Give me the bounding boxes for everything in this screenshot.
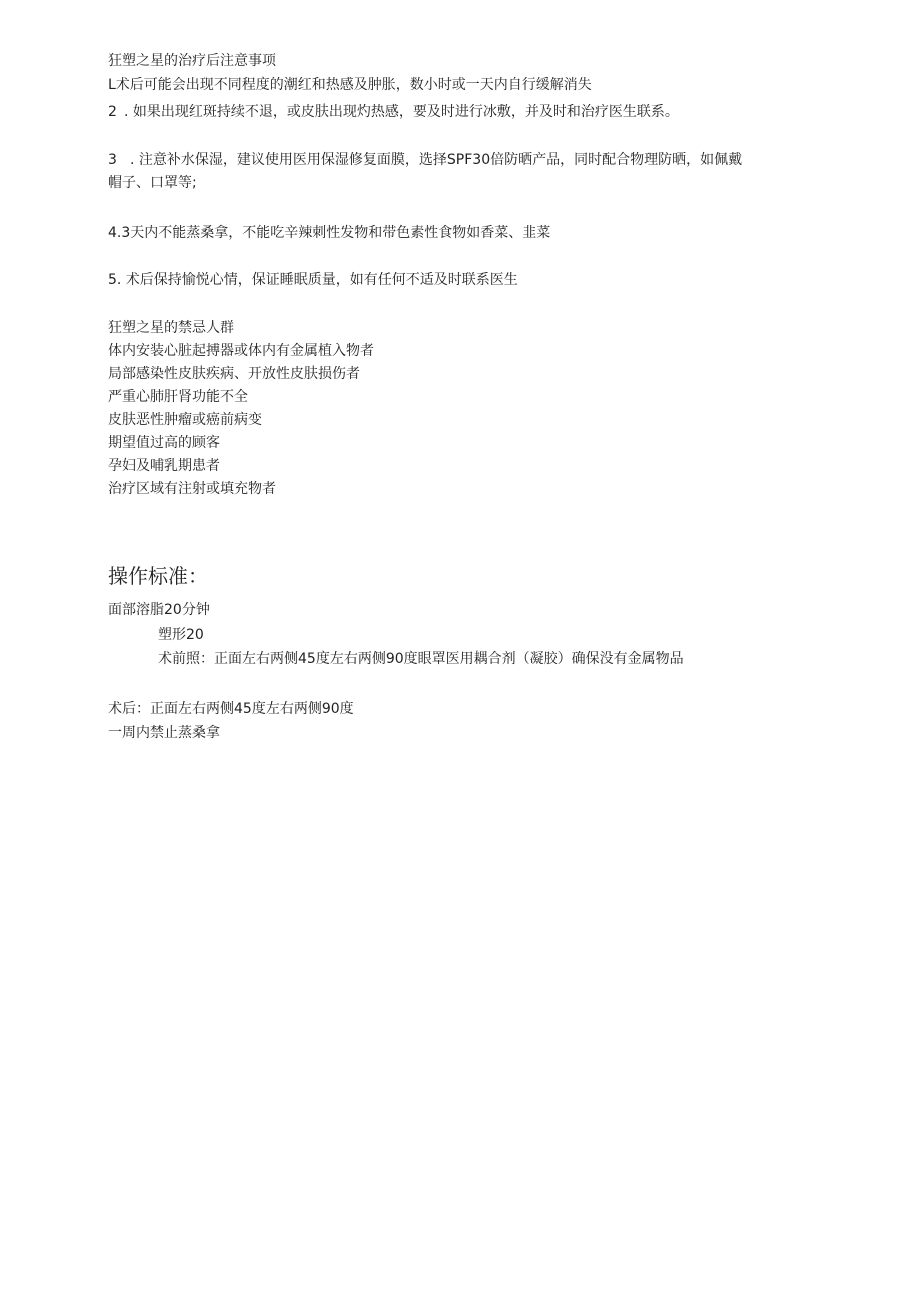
contraindication-item: 局部感染性皮肤疾病、开放性皮肤损伤者 [108, 366, 360, 382]
care-item-3-number: 3 [108, 152, 117, 168]
care-item-1: L术后可能会出现不同程度的潮红和热感及肿胀，数小时或一天内自行缓解消失 [108, 77, 592, 93]
standard-line-1: 面部溶脂20分钟 [108, 602, 210, 618]
standard-heading: 操作标准： [108, 564, 208, 588]
contraindication-item: 孕妇及哺乳期患者 [108, 458, 220, 474]
contraindication-item: 期望值过高的顾客 [108, 435, 220, 451]
standard-line-3: 术前照：正面左右两侧45度左右两侧90度眼罩医用耦合剂（凝胶）确保没有金属物品 [158, 651, 684, 667]
contraindication-item: 治疗区域有注射或填充物者 [108, 481, 276, 497]
contraindication-item: 皮肤恶性肿瘤或癌前病变 [108, 412, 262, 428]
care-item-4: 4.3天内不能蒸桑拿，不能吃辛辣刺性发物和带色素性食物如香菜、韭菜 [108, 225, 551, 241]
care-item-2 [108, 101, 679, 123]
care-title: 狂塑之星的治疗后注意事项 [108, 53, 276, 69]
care-item-2-text: . 如果出现红斑持续不退，或皮肤出现灼热感，要及时进行冰敷，并及时和治疗医生联系。 [124, 104, 679, 120]
standard-line-5: 一周内禁止蒸桑拿 [108, 725, 220, 741]
care-item-3 [108, 149, 742, 171]
contraindication-item: 严重心肺肝肾功能不全 [108, 389, 248, 405]
standard-line-4: 术后：正面左右两侧45度左右两侧90度 [108, 701, 354, 717]
care-item-3-text: . 注意补水保湿，建议使用医用保湿修复面膜，选择SPF30倍防晒产品，同时配合物理防晒，如佩戴 [130, 152, 743, 168]
care-item-5: 5. 术后保持愉悦心情，保证睡眠质量，如有任何不适及时联系医生 [108, 272, 518, 288]
care-item-3-continued: 帽子、口罩等; [108, 175, 197, 191]
contraindication-item: 体内安装心脏起搏器或体内有金属植入物者 [108, 343, 374, 359]
contraindications-title: 狂塑之星的禁忌人群 [108, 320, 234, 336]
care-item-2-number: 2 [108, 104, 117, 120]
standard-line-2: 塑形20 [158, 627, 204, 643]
